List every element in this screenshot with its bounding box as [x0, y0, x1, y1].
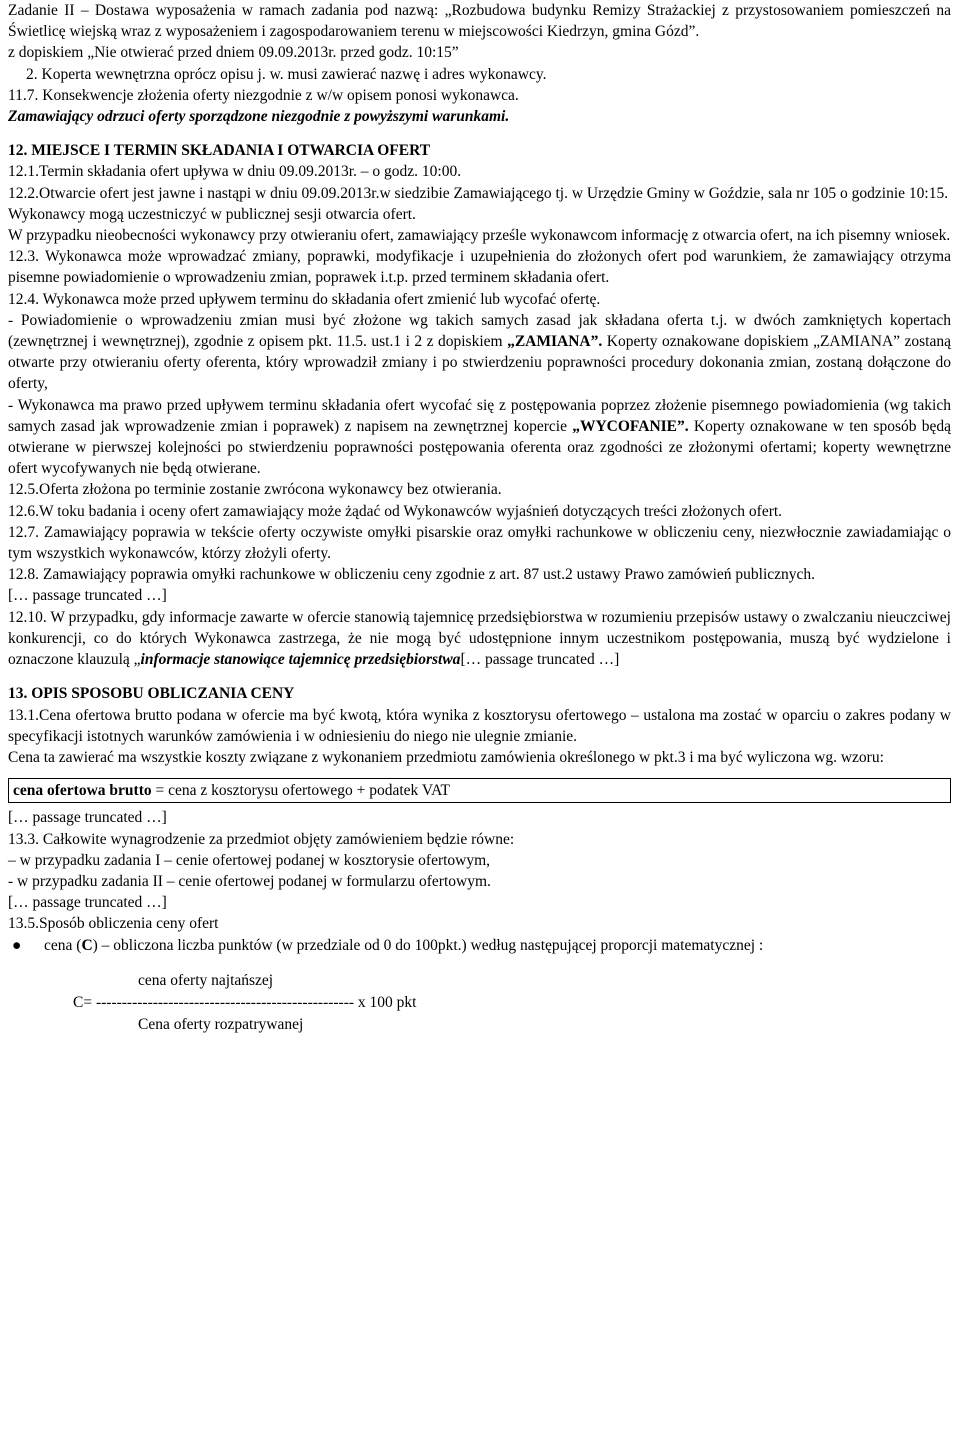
s13-p6: - w przypadku zadania II – cenie ofertowej podanej w formularzu ofertowym.: [8, 872, 491, 890]
s12-p2: 12.2.Otwarcie ofert jest jawne i nastąpi w dniu 09.09.2013r.w siedzibie Zamawiającego tj. w Urzędzie Gminy w Goździe, sala nr 105 o godzinie 10:15.: [8, 184, 949, 202]
s13-p2: Cena ta zawierać ma wszystkie koszty związane z wykonaniem przedmiotu zamówienia określonego w pkt.3 i ma być wyliczona wg. wzoru:: [8, 748, 884, 766]
s12-p1: 12.1.Termin składania ofert upływa w dniu 09.09.2013r. – o godz. 10:00.: [8, 163, 462, 181]
s13-p7: [… passage truncated …]: [8, 894, 167, 912]
s12-p5: 12.3. Wykonawca może wprowadzać zmiany, poprawki, modyfikacje i uzupełnienia do złożonych ofert pod warunkiem, że zamawiający otrzyma pisemne powiadomienie o wprowadzeniu zmian, poprawek i.t.p. przed terminem składania ofert.: [8, 248, 951, 287]
s12-p4: W przypadku nieobecności wykonawcy przy otwieraniu ofert, zamawiający prześle wykonawcom informację z otwarcia ofert, na ich pisemny wniosek.: [8, 227, 951, 245]
section-13-heading: 13. OPIS SPOSOBU OBLICZANIA CENY: [8, 685, 295, 703]
task-title: Zadanie II – Dostawa wyposażenia w ramach zadania pod nazwą: „Rozbudowa budynku Remizy Strażackiej z przystosowaniem pomieszczeń na Świetlicę wiejską wraz z wyposażeniem i zagospodarowaniem terenu w miejscowości Kiedrzyn, gmina Gózd”.: [8, 2, 951, 41]
price-criterion-text: [44, 935, 763, 956]
s13-p3: [… passage truncated …]: [8, 809, 167, 827]
s13-p1: 13.1.Cena ofertowa brutto podana w ofercie ma być kwotą, która wynika z kosztorysu ofertowego – ustalona ma zostać w oparciu o zakres podany w specyfikacji istotnych warunków zamówienia i w odniesieniu do niego nie ulegnie zmianie.: [8, 706, 951, 745]
s12-p9: 12.5.Oferta złożona po terminie zostanie zwrócona wykonawcy bez otwierania.: [8, 481, 502, 499]
s12-p8c: Koperty oznakowane w ten sposób będą otwierane w pierwszej kolejności po stwierdzeniu poprawności postępowania oferenta oraz zgodności ze złożonymi ofertami; koperty wewnętrzne ofert wycofywanych nie będą otwierane.: [8, 417, 952, 478]
s13-p4: 13.3. Całkowite wynagrodzenie za przedmiot objęty zamówieniem będzie równe:: [8, 830, 515, 848]
s12-p14: [8, 607, 951, 671]
price-formula-label: cena ofertowa brutto: [13, 782, 152, 800]
s12-p8b: „WYCOFANIE”.: [572, 417, 689, 435]
criterion-suffix: ) – obliczona liczba punktów (w przedziale od 0 do 100pkt.) według następującej proporcji matematycznej :: [92, 936, 764, 954]
criterion-prefix: cena (: [44, 936, 82, 954]
s12-p7: [8, 310, 951, 395]
rejection-note: Zamawiający odrzuci oferty sporządzone niezgodnie z powyższymi warunkami.: [8, 108, 510, 126]
s12-p10: 12.6.W toku badania i oceny ofert zamawiający może żądać od Wykonawców wyjaśnień dotyczących treści złożonych ofert.: [8, 502, 783, 520]
s12-p14c: [… passage truncated …]: [460, 651, 620, 669]
s12-p8a: - Wykonawca ma prawo przed upływem terminu składania ofert wycofać się z postępowania poprzez złożenie pisemnego powiadomienia (wg takich samych zasad jak wprowadzenie zmian i poprawek) z napisem na zewnętrznej kopercie: [8, 396, 951, 435]
consequences-note: 11.7. Konsekwencje złożenia oferty niezgodnie z w/w opisem ponosi wykonawca.: [8, 86, 519, 104]
s12-p8: [8, 395, 951, 480]
s12-p7b: „ZAMIANA”.: [507, 333, 603, 351]
formula-line: C= -------------------------------------------------- x 100 pkt: [73, 993, 417, 1011]
section-12-heading: 12. MIEJSCE I TERMIN SKŁADANIA I OTWARCIA OFERT: [8, 142, 431, 160]
s12-p7a: - Powiadomienie o wprowadzeniu zmian musi być złożone wg takich samych zasad jak składana oferta t.j. w dwóch zamkniętych kopertach (zewnętrznej i wewnętrznej), zgodnie z opisem pkt. 11.5. ust.1 i 2 z dopiskiem: [8, 311, 951, 351]
s12-p7c: Koperty oznakowane dopiskiem „ZAMIANA” zostaną otwarte przy otwieraniu oferty oferenta, który wprowadził zmiany i po stwierdzeniu poprawności procedury dokonania zmian, zostaną dołączone do oferty,: [8, 333, 951, 393]
s12-p14a: 12.10. W przypadku, gdy informacje zawarte w ofercie stanowią tajemnicę przedsiębiorstwa w rozumieniu przepisów ustawy o zwalczaniu nieuczciwej konkurencji, co do których Wykonawca zastrzega, że nie mogą być udostępnione innym uczestnikom postępowania, muszą być wydzielone i oznaczone klauzulą „: [8, 608, 951, 669]
envelope-note: z dopiskiem „Nie otwierać przed dniem 09.09.2013r. przed godz. 10:15”: [8, 44, 459, 62]
s13-p8: 13.5.Sposób obliczenia ceny ofert: [8, 915, 219, 933]
bullet-dot-icon: ●: [12, 936, 22, 954]
s12-p3: Wykonawcy mogą uczestniczyć w publicznej sesji otwarcia ofert.: [8, 205, 416, 223]
s12-p6: 12.4. Wykonawca może przed upływem terminu do składania ofert zmienić lub wycofać ofertę.: [8, 290, 601, 308]
price-criterion-item: [8, 935, 951, 956]
price-formula-text: = cena z kosztorysu ofertowego + podatek VAT: [151, 782, 451, 800]
s12-p14b: informacje stanowiące tajemnicę przedsiębiorstwa: [140, 651, 461, 669]
points-formula: [8, 970, 951, 1056]
s13-p5: – w przypadku zadania I – cenie ofertowej podanej w kosztorysie ofertowym,: [8, 851, 491, 869]
s12-p13: [… passage truncated …]: [8, 587, 167, 605]
formula-denominator: Cena oferty rozpatrywanej: [138, 1015, 304, 1033]
s12-p11: 12.7. Zamawiający poprawia w tekście oferty oczywiste omyłki pisarskie oraz omyłki rachunkowe w obliczeniu ceny, niezwłocznie zawiadamiając o tym wszystkich wykonawców, którzy złożyli oferty.: [8, 523, 951, 563]
inner-envelope-note: 2. Koperta wewnętrzna oprócz opisu j. w. musi zawierać nazwę i adres wykonawcy.: [26, 65, 547, 83]
formula-numerator: cena oferty najtańszej: [138, 971, 274, 989]
criterion-symbol: C: [81, 936, 93, 954]
price-formula-box: [8, 778, 951, 803]
s12-p12: 12.8. Zamawiający poprawia omyłki rachunkowe w obliczeniu ceny zgodnie z art. 87 ust.2 ustawy Prawo zamówień publicznych.: [8, 566, 816, 584]
